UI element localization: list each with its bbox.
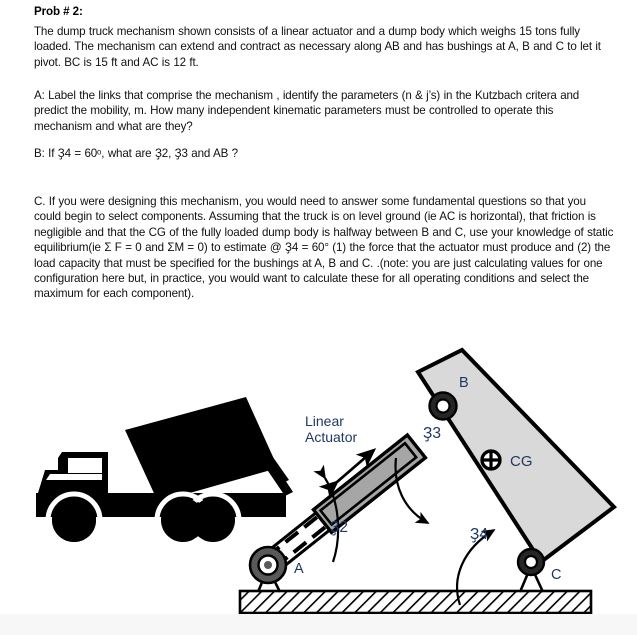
label-theta4: Ҙ4 [470, 526, 488, 543]
label-actuator-line1: Linear [305, 413, 344, 429]
paragraph-part-b: B: If Ҙ4 = 60ᵒ, what are Ҙ2, Ҙ3 and AB ? [34, 147, 238, 160]
label-center-of-gravity: CG [510, 453, 533, 470]
ground-surface [240, 591, 591, 613]
dump-truck-icon [36, 397, 293, 546]
center-of-gravity-icon [482, 451, 500, 469]
label-theta3: Ҙ3 [423, 425, 441, 442]
label-joint-a: A [294, 561, 304, 577]
label-theta2: Ҙ2 [330, 519, 348, 536]
pivot-joint-c [518, 549, 544, 575]
label-joint-c: C [551, 567, 562, 583]
paragraph-part-a: A: Label the links that comprise the mechanism , identify the parameters (n & j’s) in the Kutzbach critera and predict the mobility, m. How many independent kinematic parameters must be controlled to operate this mechanism and what are they? [34, 89, 580, 133]
paragraph-intro: The dump truck mechanism shown consists of a linear actuator and a dump body which weighs 15 tons fully loaded. The mechanism can extend and contract as necessary along AB and has bushings at A, B and C to let it pivot. BC is 15 ft and AC is 12 ft. [34, 25, 601, 69]
mechanism-diagram [0, 330, 637, 635]
pivot-joint-b [430, 393, 457, 420]
paragraph-part-c: C. If you were designing this mechanism, you would need to answer some fundamental questions so that you could begin to select components. Assuming that the truck is on level ground (ie AC is horizontal), that friction is negligible and that the CG of the fully loaded dump body is halfway between B and C, use your knowledge of static equilibrium(ie Σ F = 0 and ΣM = 0) to estimate @ Ҙ4 = 60° (1) the force that the actuator must produce and (2) the load capacity that must be specified for the bushings at A, B and C. .(note: you are just calculating values for one configuration here but, in practice, you would want to calculate these for all operating conditions and select the maximum for each component). [34, 195, 614, 301]
pivot-joint-a [250, 547, 286, 583]
label-joint-b: B [459, 375, 469, 391]
label-actuator-line2: Actuator [305, 429, 358, 445]
page-title: Prob # 2: [34, 5, 83, 18]
page-bottom-strip [0, 614, 637, 635]
